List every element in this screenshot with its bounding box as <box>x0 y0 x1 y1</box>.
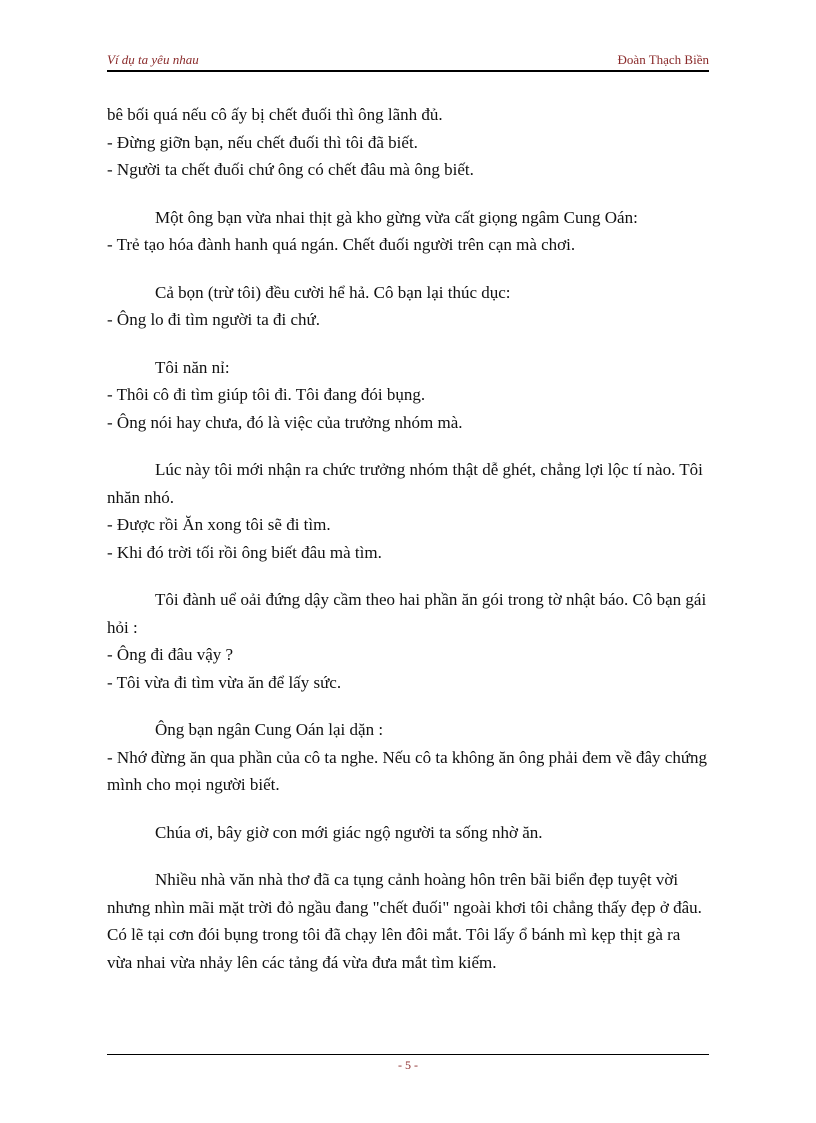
dialogue-line: - Ông đi đâu vậy ? <box>107 645 234 664</box>
paragraph: Một ông bạn vừa nhai thịt gà kho gừng vừa cất giọng ngâm Cung Oán: <box>155 207 638 227</box>
page-header <box>107 50 709 72</box>
paragraph: Lúc này tôi mới nhận ra chức trưởng nhóm thật dễ ghét, chẳng lợi lộc tí nào. Tôi nhăn nhó. <box>107 460 703 507</box>
page-number: - 5 - <box>398 1058 418 1072</box>
header-book-title: Ví dụ ta yêu nhau <box>107 52 199 67</box>
dialogue-line: - Khi đó trời tối rồi ông biết đâu mà tìm. <box>107 542 382 562</box>
dialogue-line: - Thôi cô đi tìm giúp tôi đi. Tôi đang đói bụng. <box>107 385 426 404</box>
dialogue-line: - Ông lo đi tìm người ta đi chứ. <box>107 310 320 329</box>
paragraph: Tôi năn nỉ: <box>155 357 230 377</box>
paragraph: Ông bạn ngân Cung Oán lại dặn : <box>155 720 384 739</box>
paragraph: bê bối quá nếu cô ấy bị chết đuối thì ông lãnh đủ. <box>107 105 443 124</box>
paragraph: Cả bọn (trừ tôi) đều cười hể hả. Cô bạn lại thúc dục: <box>155 282 511 302</box>
dialogue-line: - Đừng giỡn bạn, nếu chết đuối thì tôi đã biết. <box>107 132 418 152</box>
dialogue-line: - Trẻ tạo hóa đành hanh quá ngán. Chết đuối người trên cạn mà chơi. <box>107 235 576 254</box>
header-author: Đoàn Thạch Biền <box>617 52 709 67</box>
footer-divider <box>107 1054 709 1055</box>
dialogue-line: - Người ta chết đuối chứ ông có chết đâu mà ông biết. <box>107 160 474 179</box>
dialogue-line: - Được rồi Ăn xong tôi sẽ đi tìm. <box>107 515 331 534</box>
dialogue-line: - Ông nói hay chưa, đó là việc của trưởng nhóm mà. <box>107 412 463 432</box>
dialogue-line: - Tôi vừa đi tìm vừa ăn để lấy sức. <box>107 672 342 692</box>
paragraph: Chúa ơi, bây giờ con mới giác ngộ người ta sống nhờ ăn. <box>155 822 543 842</box>
dialogue-line: - Nhớ đừng ăn qua phần của cô ta nghe. Nếu cô ta không ăn ông phải đem về đây chứng mình cho mọi người biết. <box>107 747 708 794</box>
page-body <box>107 101 709 976</box>
paragraph: Nhiều nhà văn nhà thơ đã ca tụng cảnh hoàng hôn trên bãi biển đẹp tuyệt vời nhưng nhìn mãi mặt trời đỏ ngầu đang "chết đuối" ngoài khơi tôi chẳng thấy đẹp ở đâu. Có lẽ tại cơn đói bụng trong tôi đã chạy lên đôi mắt. Tôi lấy ổ bánh mì kẹp thịt gà ra vừa nhai vừa nhảy lên các tảng đá vừa đưa mắt tìm kiếm. <box>107 870 702 972</box>
paragraph: Tôi đành uể oải đứng dậy cầm theo hai phần ăn gói trong tờ nhật báo. Cô bạn gái hỏi : <box>107 590 707 637</box>
